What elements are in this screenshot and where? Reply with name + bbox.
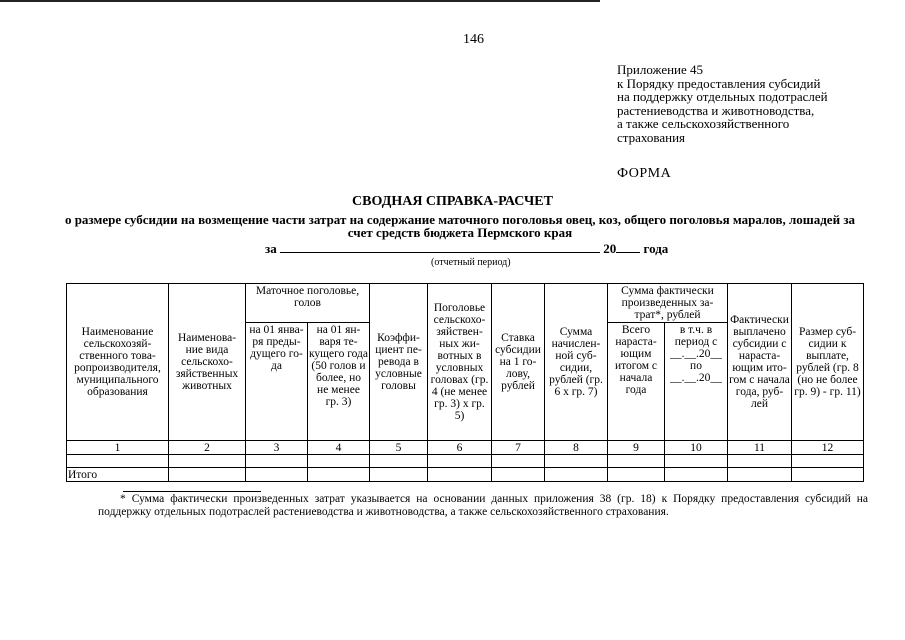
header-col-4: на 01 ян-варя те-кущего года (50 голов и более, но не менее гр. 3) — [308, 323, 370, 441]
header-col-10-date-to: __.__.20__ — [670, 372, 722, 384]
total-row — [67, 468, 864, 482]
table-cell — [792, 468, 864, 482]
top-border-line — [0, 0, 600, 2]
table-cell — [67, 455, 169, 468]
column-number: 5 — [370, 441, 428, 455]
table-cell — [492, 468, 545, 482]
total-label: Итого — [67, 468, 169, 482]
table-row — [67, 455, 864, 468]
column-number: 9 — [608, 441, 665, 455]
period-caption: (отчетный период) — [431, 257, 511, 268]
column-number: 10 — [665, 441, 728, 455]
table-cell — [608, 455, 665, 468]
header-group-expenses: Сумма фактически произведенных за-трат*, рублей — [608, 284, 728, 323]
appendix-line: к Порядку предоставления субсидий — [617, 75, 821, 91]
appendix-line: а также сельскохозяйственного — [617, 116, 790, 131]
table-cell — [308, 455, 370, 468]
header-col-5: Коэффи-циент пе-ревода в условные головы — [370, 284, 428, 441]
period-prefix: за — [265, 241, 277, 256]
column-number: 6 — [428, 441, 492, 455]
page-number: 146 — [463, 32, 484, 47]
header-col-9: Всего нараста-ющим итогом с начала года — [608, 323, 665, 441]
period-blank-field — [280, 241, 600, 253]
appendix-line: на поддержку отдельных подотраслей — [617, 89, 828, 104]
column-number: 12 — [792, 441, 864, 455]
table-cell — [428, 468, 492, 482]
header-group-herd: Маточное поголовье, голов — [246, 284, 370, 323]
column-number: 4 — [308, 441, 370, 455]
table-cell — [665, 455, 728, 468]
period-year-prefix: 20 — [603, 241, 617, 256]
header-col-1: Наименование сельскохозяй-ственного това-ропроизводителя, муниципального образования — [67, 284, 169, 441]
appendix-line: страхования — [617, 129, 686, 145]
column-number: 1 — [67, 441, 169, 455]
header-col-2: Наименова-ние вида сельскохо-зяйственных животных — [169, 284, 246, 441]
header-col-3: на 01 янва-ря преды-дущего го-да — [246, 323, 308, 441]
column-number: 3 — [246, 441, 308, 455]
appendix-line: растениеводства и животноводства, — [617, 102, 815, 118]
footnote-separator — [123, 491, 261, 492]
appendix-block — [617, 63, 897, 144]
table-cell — [308, 468, 370, 482]
table-cell — [169, 455, 246, 468]
table-cell — [608, 468, 665, 482]
table-cell — [246, 455, 308, 468]
column-number: 11 — [728, 441, 792, 455]
appendix-line: Приложение 45 — [617, 62, 704, 77]
document-title: СВОДНАЯ СПРАВКА-РАСЧЕТ — [352, 194, 553, 209]
form-label: ФОРМА — [617, 166, 672, 181]
header-col-10 — [665, 323, 728, 441]
period-line — [265, 241, 668, 257]
table-cell — [169, 468, 246, 482]
table-cell — [370, 468, 428, 482]
column-number-row — [67, 441, 864, 455]
header-col-10-line: в т.ч. в период с — [674, 324, 718, 348]
table-cell — [428, 455, 492, 468]
column-number: 8 — [545, 441, 608, 455]
document-subtitle: о размере субсидии на возмещение части затрат на содержание маточного поголовья овец, коз, общего поголовья маралов, лошадей за счет средств бюджета Пермского края — [64, 212, 856, 240]
table-cell — [792, 455, 864, 468]
column-number: 7 — [492, 441, 545, 455]
period-year-suffix: года — [643, 241, 669, 256]
header-col-6: Поголовье сельскохо-зяйствен-ных жи-вотных в условных головах (гр. 4 (не менее гр. 3) х гр. 5) — [428, 284, 492, 441]
table-cell — [492, 455, 545, 468]
header-col-11: Фактически выплачено субсидии с нараста-ющим ито-гом с начала года, руб-лей — [728, 284, 792, 441]
header-col-10-line: по — [690, 360, 702, 372]
column-number: 2 — [169, 441, 246, 455]
header-col-7: Ставка субсидии на 1 го-лову, рублей — [492, 284, 545, 441]
year-blank-field — [616, 241, 640, 253]
table-cell — [370, 455, 428, 468]
table-cell — [665, 468, 728, 482]
table-cell — [246, 468, 308, 482]
footnote: * Сумма фактически произведенных затрат указывается на основании данных приложения 38 (гр. 18) к Порядку предоставления субсидий на поддержку отдельных подотраслей растениеводства и животноводства, а также сельскохозяйственного страхования. — [98, 493, 868, 518]
table-cell — [545, 468, 608, 482]
table-cell — [728, 455, 792, 468]
summary-table — [66, 283, 864, 482]
header-col-10-date-from: __.__.20__ — [670, 348, 722, 360]
table-cell — [545, 455, 608, 468]
table-cell — [728, 468, 792, 482]
header-col-12: Размер суб-сидии к выплате, рублей (гр. 8 (но не более гр. 9) - гр. 11) — [792, 284, 864, 441]
header-col-8: Сумма начислен-ной суб-сидии, рублей (гр. 6 х гр. 7) — [545, 284, 608, 441]
